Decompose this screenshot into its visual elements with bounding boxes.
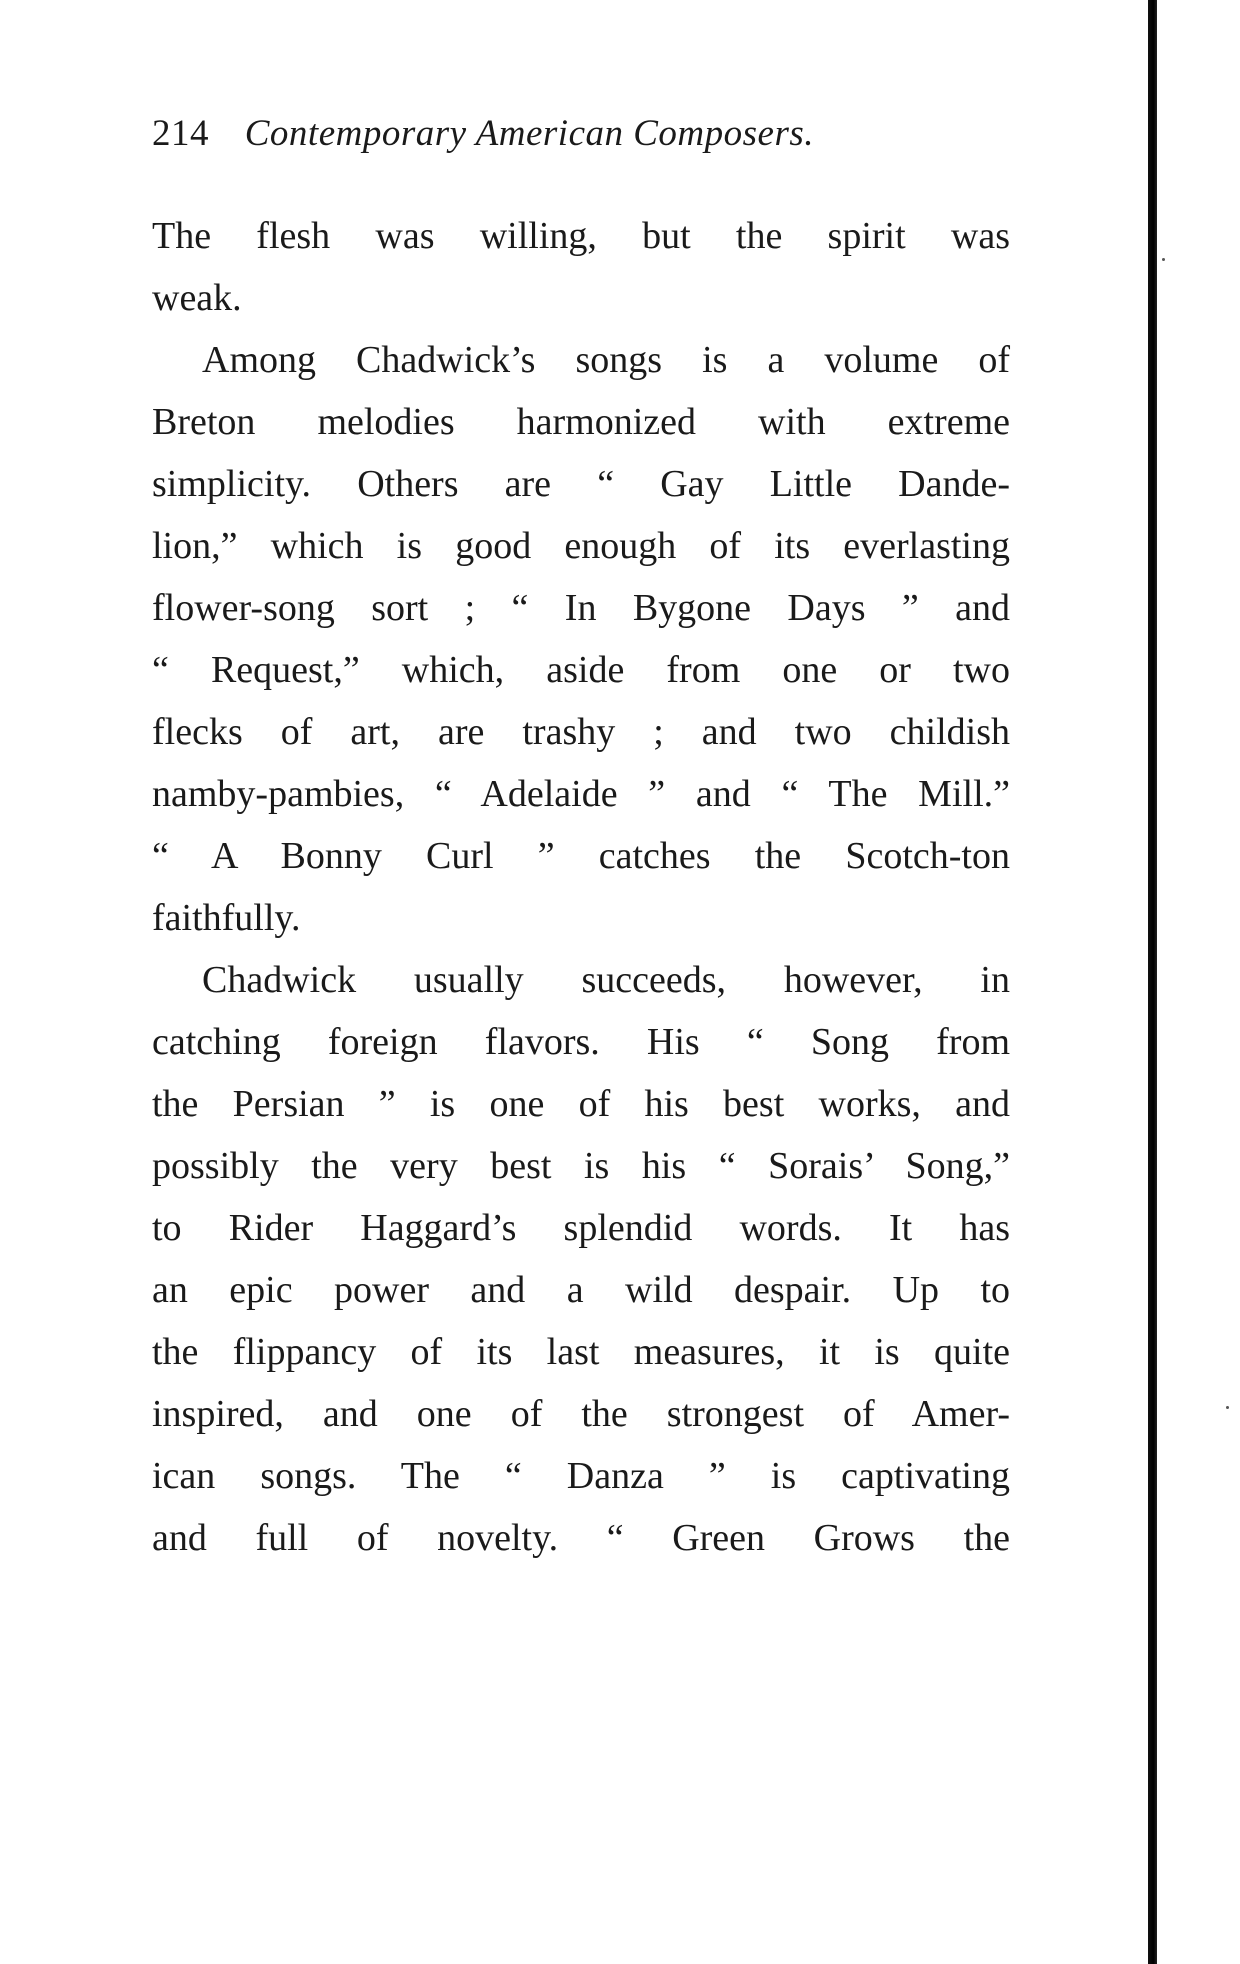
text-line: “ A Bonny Curl ” catches the Scotch-ton — [152, 835, 1010, 877]
text-line: to Rider Haggard’s splendid words. It has — [152, 1207, 1010, 1249]
text-line: the flippancy of its last measures, it is quite — [152, 1331, 1010, 1373]
text-line: possibly the very best is his “ Sorais’ Song,” — [152, 1145, 1010, 1187]
page-edge-shadow — [1148, 0, 1157, 1964]
text-line: and full of novelty. “ Green Grows the — [152, 1517, 1010, 1559]
running-title: Contemporary American Composers. — [244, 113, 815, 154]
text-line: ican songs. The “ Danza ” is captivating — [152, 1455, 1010, 1497]
text-line: The flesh was willing, but the spirit was — [152, 215, 1010, 257]
text-line: Among Chadwick’s songs is a volume of — [202, 339, 1010, 381]
body-text — [152, 205, 1010, 1569]
text-line: weak. — [152, 277, 242, 319]
text-line: simplicity. Others are “ Gay Little Dande- — [152, 463, 1010, 505]
text-line: faithfully. — [152, 897, 301, 939]
text-line: Chadwick usually succeeds, however, in — [202, 959, 1010, 1001]
text-line: flecks of art, are trashy ; and two childish — [152, 711, 1010, 753]
paper-speck — [1162, 258, 1165, 261]
text-line: flower-song sort ; “ In Bygone Days ” and — [152, 587, 1010, 629]
paper-speck — [1226, 1406, 1229, 1409]
text-line: Breton melodies harmonized with extreme — [152, 401, 1010, 443]
text-line: inspired, and one of the strongest of Amer- — [152, 1393, 1010, 1435]
text-line: catching foreign flavors. His “ Song from — [152, 1021, 1010, 1063]
text-line: “ Request,” which, aside from one or two — [152, 649, 1010, 691]
running-head — [152, 112, 814, 155]
page-number: 214 — [152, 113, 209, 154]
text-line: lion,” which is good enough of its everlasting — [152, 525, 1010, 567]
text-line: the Persian ” is one of his best works, and — [152, 1083, 1010, 1125]
text-line: an epic power and a wild despair. Up to — [152, 1269, 1010, 1311]
text-line: namby-pambies, “ Adelaide ” and “ The Mill.” — [152, 773, 1010, 815]
